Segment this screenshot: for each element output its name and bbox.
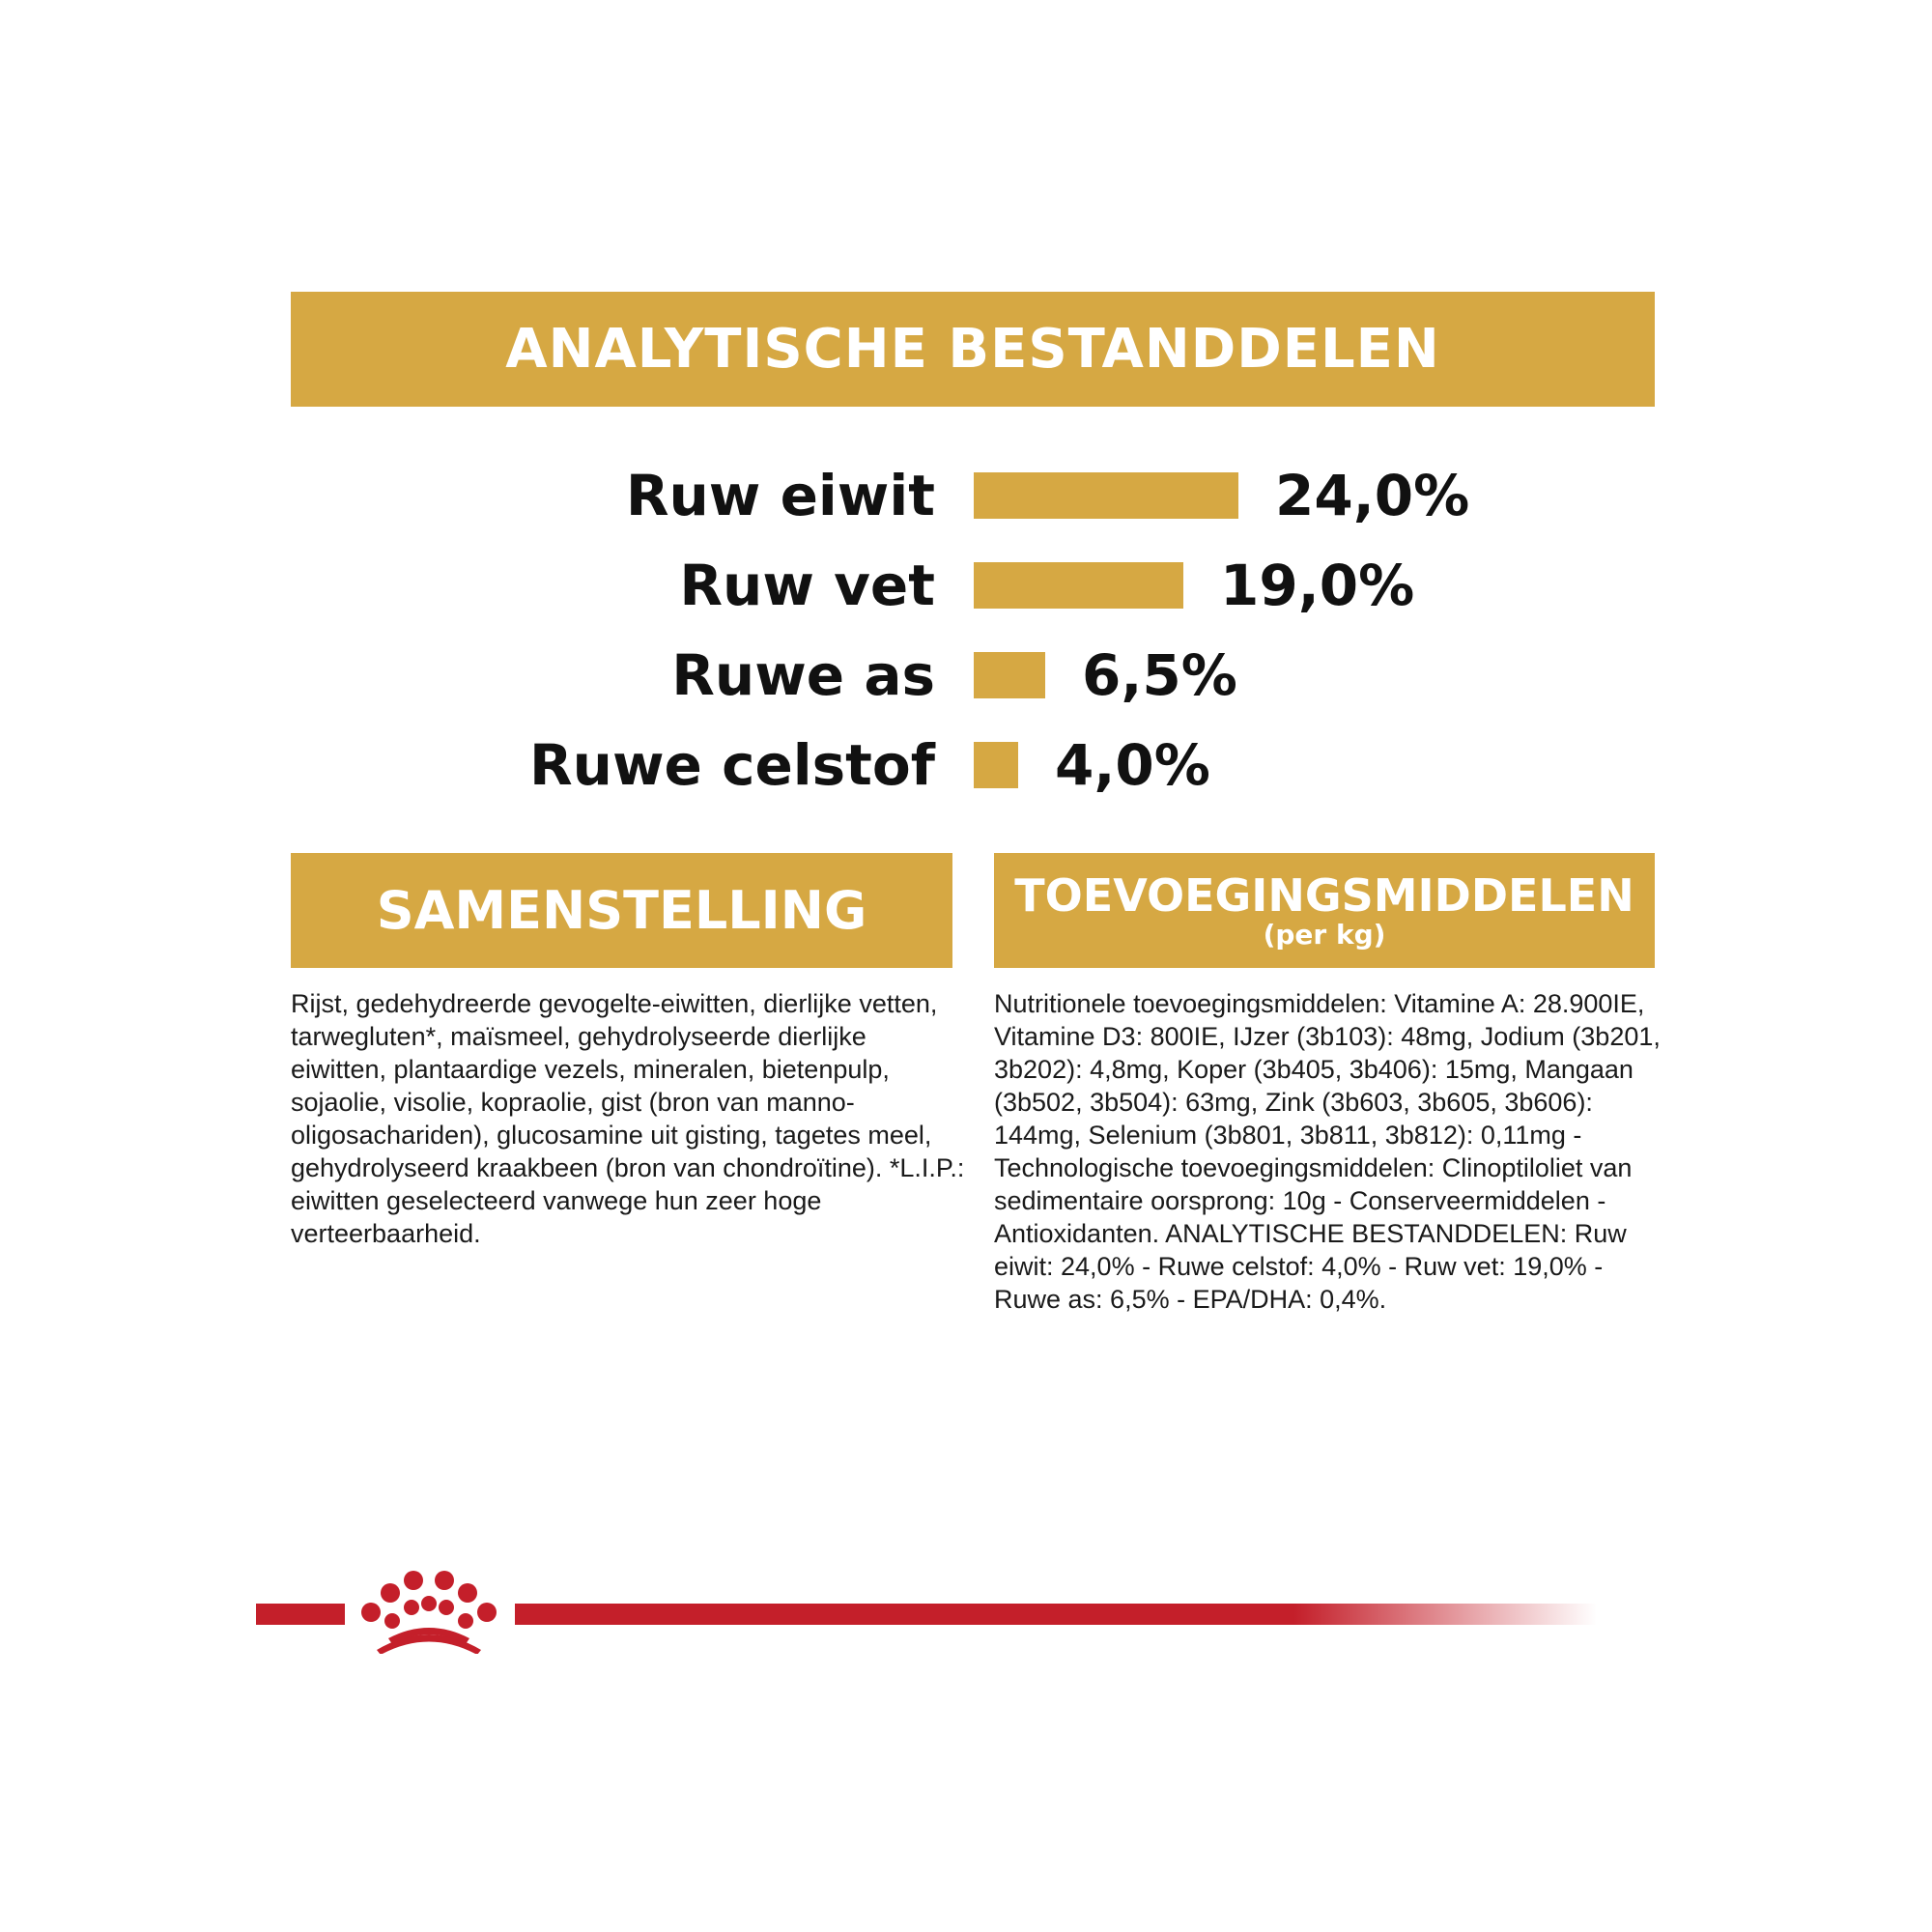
nutrient-label: Ruwe celstof [529, 732, 935, 798]
additives-header [994, 853, 1655, 968]
additives-header-title: TOEVOEGINGSMIDDELEN [1014, 868, 1634, 922]
composition-text: Rijst, gedehydreerde gevogelte-eiwitten, dierlijke vetten, tarwegluten*, maïsmeel, gehydrolyseerde dierlijke eiwitten, plantaardige vezels, mineralen, bietenpulp, sojaolie, visolie, kopraolie, gist (bron van manno-oligosachariden), glucosamine uit gisting, tagetes meel, gehydrolyseerd kraakbeen (bron van chondroïtine). *L.I.P.: eiwitten geselecteerd vanwege hun zeer hoge verteerbaarheid. [291, 989, 965, 1248]
composition-header-title: SAMENSTELLING [376, 880, 867, 941]
nutrient-bar [974, 472, 1238, 519]
composition-header [291, 853, 952, 968]
nutrient-label: Ruw eiwit [625, 463, 935, 528]
nutrient-label: Ruwe as [671, 642, 935, 708]
nutrient-bar [974, 652, 1045, 698]
additives-header-subtitle: (per kg) [1263, 918, 1386, 951]
footer-line-right [515, 1604, 1597, 1625]
nutrient-value-label: 24,0% [1275, 463, 1470, 528]
analytical-header [291, 292, 1655, 407]
royal-canin-crown-icon [355, 1565, 502, 1654]
nutrient-value-label: 19,0% [1220, 553, 1415, 618]
nutrient-value-label: 6,5% [1082, 642, 1237, 708]
nutrient-value-label: 4,0% [1055, 732, 1210, 798]
nutrient-bar [974, 742, 1018, 788]
nutrient-bar [974, 562, 1183, 609]
nutrient-label: Ruw vet [679, 553, 935, 618]
analytical-header-title: ANALYTISCHE BESTANDDELEN [505, 318, 1440, 381]
additives-text: Nutritionele toevoegingsmiddelen: Vitamine A: 28.900IE, Vitamine D3: 800IE, IJzer (3b103): 48mg, Jodium (3b201, 3b202): 4,8mg, Koper (3b405, 3b406): 15mg, Mangaan (3b502, 3b504): 63mg, Zink (3b603, 3b605, 3b606): 144mg, Selenium (3b801, 3b811, 3b812): 0,11mg - Technologische toevoegingsmiddelen: Clinoptiloliet van sedimentaire oorsprong: 10g - Conserveermiddelen - Antioxidanten. ANALYTISCHE BESTANDDELEN: Ruw eiwit: 24,0% - Ruwe celstof: 4,0% - Ruw vet: 19,0% - Ruwe as: 6,5% - EPA/DHA: 0,4%. [994, 989, 1661, 1314]
footer-line-left [256, 1604, 345, 1625]
